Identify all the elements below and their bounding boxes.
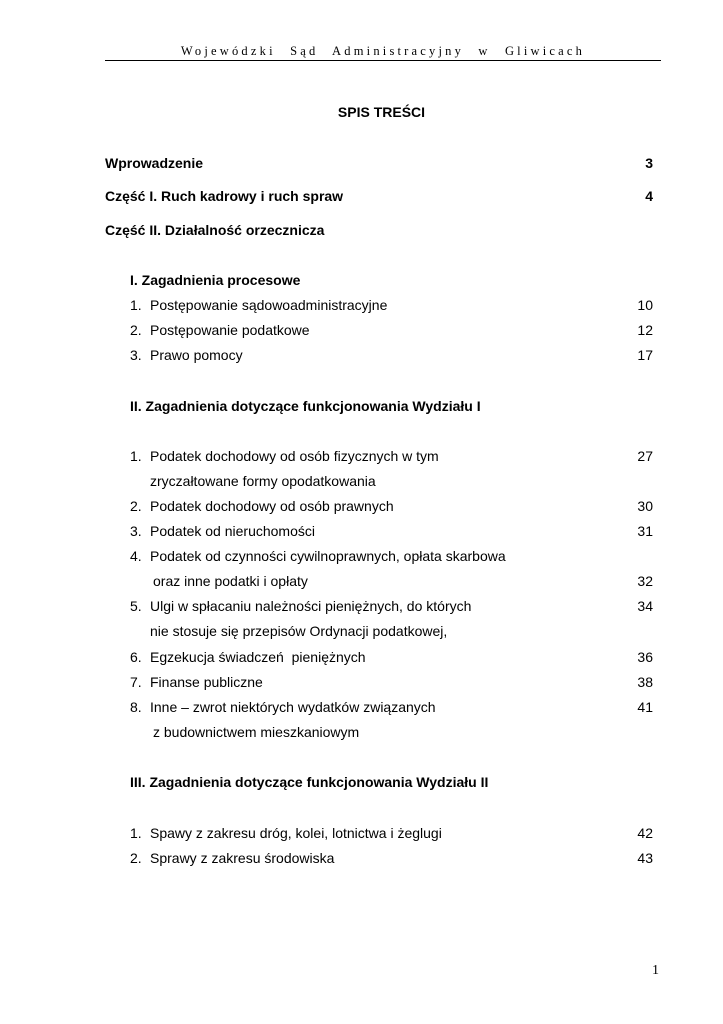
toc-entry-number: 1. <box>130 448 142 464</box>
toc-entry[interactable] <box>0 672 723 692</box>
toc-entry-number: 3. <box>130 347 142 363</box>
toc-entry-number: 7. <box>130 674 142 690</box>
toc-entry-label: Podatek dochodowy od osób prawnych <box>150 498 394 514</box>
toc-entry-label-cont: oraz inne podatki i opłaty <box>153 573 308 589</box>
toc-entry-label: Podatek od nieruchomości <box>150 523 315 539</box>
toc-entry-number: 4. <box>130 548 142 564</box>
toc-entry-label: Postępowanie sądowoadministracyjne <box>150 297 388 313</box>
toc-entry-page: 38 <box>637 674 653 690</box>
toc-entry-page: 41 <box>637 699 653 715</box>
toc-entry-page: 30 <box>637 498 653 514</box>
toc-entry-number: 8. <box>130 699 142 715</box>
toc-entry-number: 1. <box>130 297 142 313</box>
toc-entry-part1[interactable] <box>0 186 723 206</box>
section-heading-text: I. Zagadnienia procesowe <box>130 272 301 288</box>
toc-entry-page: 3 <box>645 155 653 171</box>
toc-entry[interactable] <box>0 496 723 516</box>
toc-entry-label-cont: zryczałtowane formy opodatkowania <box>150 473 376 489</box>
toc-entry[interactable] <box>0 848 723 868</box>
toc-entry-label-cont: z budownictwem mieszkaniowym <box>153 724 360 740</box>
toc-entry-part2[interactable] <box>0 220 723 240</box>
toc-entry-page: 42 <box>637 825 653 841</box>
toc-entry-continuation <box>0 471 723 491</box>
toc-entry[interactable] <box>0 295 723 315</box>
section-heading-text: II. Zagadnienia dotyczące funkcjonowania Wydziału I <box>130 398 481 414</box>
toc-entry-number: 3. <box>130 523 142 539</box>
toc-entry-page: 4 <box>645 188 653 204</box>
toc-entry-number: 6. <box>130 649 142 665</box>
toc-entry-page: 32 <box>637 573 653 589</box>
toc-entry-page: 17 <box>637 347 653 363</box>
page-header: Wojewódzki Sąd Administracyjny w Gliwicach <box>180 44 586 58</box>
toc-entry-number: 2. <box>130 850 142 866</box>
toc-entry-label: Część II. Działalność orzecznicza <box>105 222 325 238</box>
toc-entry-continuation[interactable] <box>0 571 723 591</box>
toc-entry-label: Podatek od czynności cywilnoprawnych, opłata skarbowa <box>150 548 506 564</box>
toc-entry-page: 10 <box>637 297 653 313</box>
toc-entry-label: Wprowadzenie <box>105 155 204 171</box>
toc-entry-intro[interactable] <box>0 153 723 173</box>
header-divider <box>105 60 661 61</box>
toc-entry-label: Finanse publiczne <box>150 674 263 690</box>
toc-entry-number: 2. <box>130 498 142 514</box>
toc-entry-page: 43 <box>637 850 653 866</box>
toc-entry[interactable] <box>0 596 723 616</box>
toc-entry-number: 1. <box>130 825 142 841</box>
toc-entry-page: 12 <box>637 322 653 338</box>
toc-entry-number: 2. <box>130 322 142 338</box>
toc-entry-label: Prawo pomocy <box>150 347 243 363</box>
toc-section-heading <box>0 396 723 416</box>
toc-entry-page: 36 <box>637 649 653 665</box>
toc-entry-continuation <box>0 621 723 641</box>
toc-entry[interactable] <box>0 446 723 466</box>
toc-entry[interactable] <box>0 521 723 541</box>
toc-entry-continuation <box>0 722 723 742</box>
toc-entry[interactable] <box>0 647 723 667</box>
toc-entry-label: Inne – zwrot niektórych wydatków związanych <box>150 699 436 715</box>
toc-entry[interactable] <box>0 546 723 566</box>
toc-entry-label: Egzekucja świadczeń pieniężnych <box>150 649 366 665</box>
toc-entry-page: 31 <box>637 523 653 539</box>
toc-entry-label: Spawy z zakresu dróg, kolei, lotnictwa i żeglugi <box>150 825 442 841</box>
toc-entry[interactable] <box>0 345 723 365</box>
toc-entry[interactable] <box>0 320 723 340</box>
toc-entry-label-cont: nie stosuje się przepisów Ordynacji podatkowej, <box>150 623 448 639</box>
toc-entry-page: 34 <box>637 598 653 614</box>
toc-entry-label: Postępowanie podatkowe <box>150 322 310 338</box>
toc-entry-number: 5. <box>130 598 142 614</box>
toc-entry-label: Ulgi w spłacaniu należności pieniężnych, do których <box>150 598 472 614</box>
toc-entry-label: Podatek dochodowy od osób fizycznych w tym <box>150 448 439 464</box>
toc-section-heading <box>0 270 723 290</box>
toc-entry[interactable] <box>0 697 723 717</box>
section-heading-text: III. Zagadnienia dotyczące funkcjonowania Wydziału II <box>130 774 489 790</box>
toc-entry-page: 27 <box>637 448 653 464</box>
toc-entry[interactable] <box>0 823 723 843</box>
toc-entry-label: Sprawy z zakresu środowiska <box>150 850 335 866</box>
toc-title: SPIS TREŚCI <box>337 104 426 120</box>
page-number: 1 <box>652 963 659 978</box>
toc-entry-label: Część I. Ruch kadrowy i ruch spraw <box>105 188 344 204</box>
toc-section-heading <box>0 772 723 792</box>
